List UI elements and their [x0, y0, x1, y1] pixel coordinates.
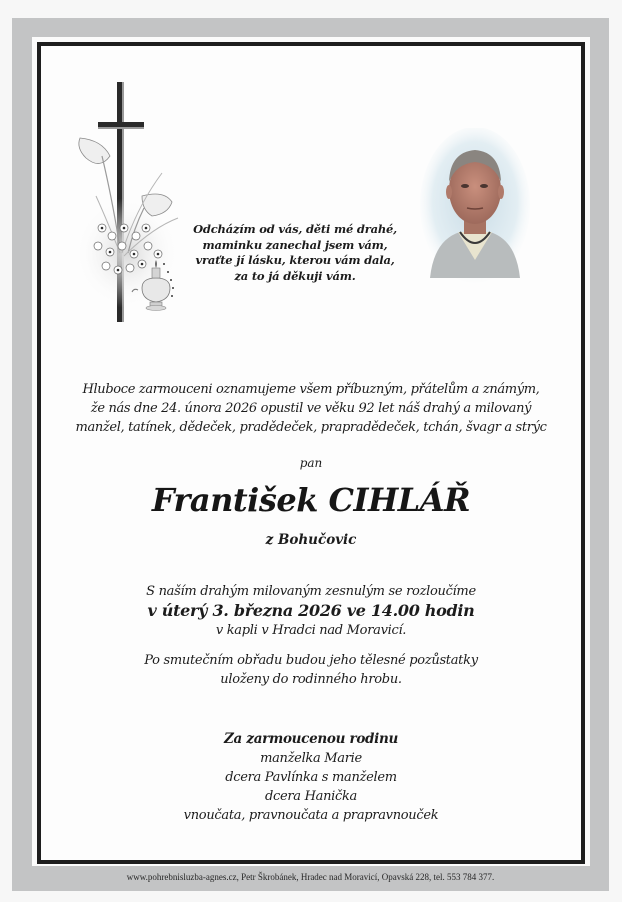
deceased-name: František CIHLÁŘ [151, 481, 471, 519]
family-member: dcera Hanička [264, 789, 358, 804]
ceremony-info [60, 582, 562, 640]
announcement-line: Hluboce zarmouceni oznamujeme všem příbuzným, přátelům a známým, [82, 382, 540, 397]
portrait-photo [420, 128, 530, 283]
announcement-line: manžel, tatínek, dědeček, pradědeček, prapradědeček, tchán, švagr a strýc [75, 420, 547, 435]
verse-line: za to já děkuji vám. [234, 268, 356, 283]
verse-line: Odcházím od vás, děti mé drahé, [193, 222, 397, 236]
mourning-family [60, 730, 562, 825]
funeral-service-footer: www.pohrebnisluzba-agnes.cz, Petr Škrobánek, Hradec nad Moravicí, Opavská 228, tel. 553 784 377. [126, 872, 495, 882]
ceremony-place: v kapli v Hradci nad Moravicí. [215, 623, 407, 638]
cross-with-lilies-and-lamp-icon [72, 78, 192, 328]
ceremony-intro: S naším drahým milovaným zesnulým se rozloučíme [146, 584, 476, 599]
family-heading: Za zarmoucenou rodinu [223, 731, 399, 747]
announcement-line: že nás dne 24. února 2026 opustil ve věku 92 let náš drahý a milovaný [90, 401, 532, 416]
ceremony-date-time: v úterý 3. března 2026 ve 14.00 hodin [147, 601, 475, 620]
verse-line: maminku zanechal jsem vám, [202, 237, 388, 252]
verse-line: vraťte jí lásku, kterou vám dala, [195, 253, 395, 267]
family-member: dcera Pavlínka s manželem [225, 770, 397, 785]
memorial-verse [190, 222, 400, 284]
burial-line: uloženy do rodinného hrobu. [220, 672, 402, 687]
deceased-origin: z Bohučovic [265, 532, 357, 548]
family-member: manželka Marie [260, 751, 362, 766]
death-announcement [60, 380, 562, 437]
salutation: pan [299, 456, 323, 470]
burial-line: Po smutečním obřadu budou jeho tělesné pozůstatky [144, 653, 478, 668]
burial-info [60, 651, 562, 689]
family-member: vnoučata, pravnoučata a prapravnouček [183, 808, 439, 823]
